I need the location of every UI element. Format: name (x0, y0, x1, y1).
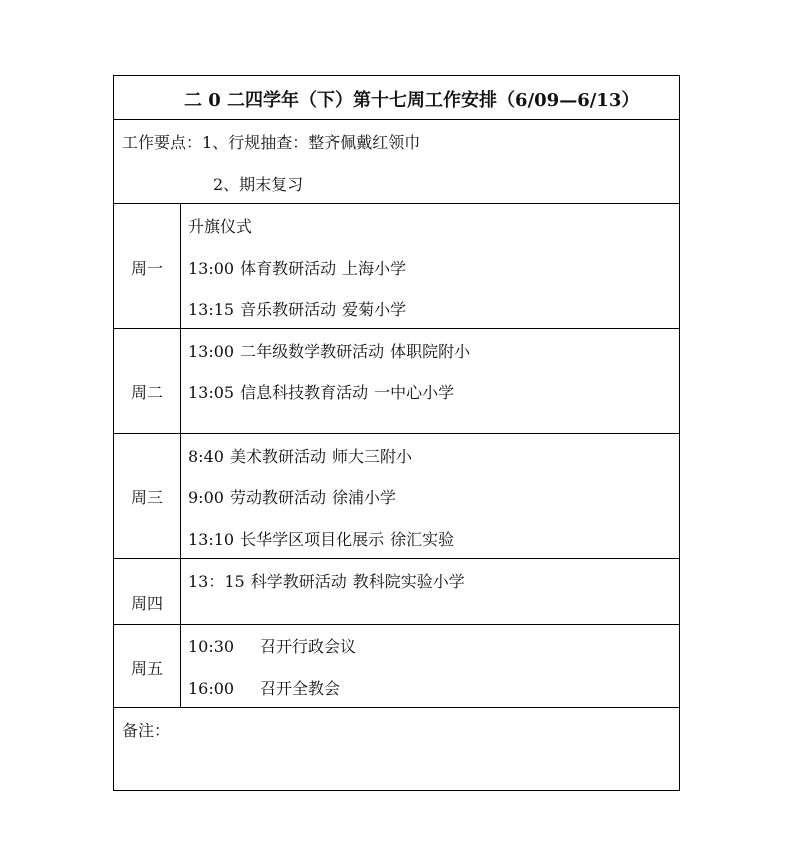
key-point-item: 2、期末复习 (213, 175, 304, 194)
key-point-item: 1、行规抽查：整齐佩戴红领巾 (202, 133, 421, 152)
item-event: 长华学区项目化展示 (240, 530, 385, 549)
day-label: 周四 (130, 594, 163, 613)
item-time: 13:15 (188, 300, 235, 319)
key-points-line-1 (122, 130, 420, 153)
item-time: 13:00 (188, 259, 235, 278)
day-row-monday (114, 203, 679, 328)
schedule-item (188, 676, 340, 699)
day-label: 周二 (130, 383, 163, 402)
item-time: 13:10 (188, 530, 235, 549)
remarks-label: 备注： (122, 721, 171, 740)
page-title: 二 0 二四学年（下）第十七周工作安排（6/09—6/13） (184, 90, 640, 111)
item-place: 徐汇实验 (390, 530, 455, 549)
day-items (181, 204, 679, 328)
item-event: 音乐教研活动 (240, 300, 337, 319)
item-place: 教科院实验小学 (352, 572, 465, 591)
day-label: 周一 (130, 259, 163, 278)
day-cell (114, 559, 181, 624)
schedule-item (188, 297, 406, 320)
title-row (114, 76, 679, 119)
item-place: 上海小学 (342, 259, 407, 278)
day-label: 周五 (130, 659, 163, 678)
schedule-item (188, 444, 412, 467)
item-place: 一中心小学 (374, 383, 455, 402)
key-points-row (114, 119, 679, 203)
item-time: 13:00 (188, 342, 235, 361)
item-place: 徐浦小学 (331, 488, 396, 507)
key-points-label: 工作要点： (122, 133, 203, 152)
day-cell (114, 625, 181, 707)
item-time: 16:00 (188, 679, 235, 698)
day-row-tuesday (114, 328, 679, 433)
item-time: 13：15 (188, 572, 245, 591)
schedule-table (113, 75, 680, 791)
item-time: 9:00 (188, 488, 224, 507)
item-event: 升旗仪式 (188, 217, 253, 236)
schedule-item (188, 485, 396, 508)
item-event: 科学教研活动 (250, 572, 347, 591)
day-row-friday (114, 624, 679, 707)
item-place: 体职院附小 (390, 342, 471, 361)
schedule-item (188, 339, 470, 362)
item-event: 信息科技教育活动 (240, 383, 369, 402)
day-items (181, 329, 679, 433)
day-label: 周三 (130, 488, 163, 507)
remarks-row (114, 707, 679, 790)
item-place: 爱菊小学 (342, 300, 407, 319)
item-event: 劳动教研活动 (229, 488, 326, 507)
day-row-wednesday (114, 433, 679, 558)
day-cell (114, 204, 181, 328)
item-time: 10:30 (188, 637, 235, 656)
day-items (181, 434, 679, 558)
item-place: 师大三附小 (331, 447, 412, 466)
schedule-item (188, 214, 252, 237)
day-cell (114, 434, 181, 558)
schedule-item (188, 527, 454, 550)
item-time: 8:40 (188, 447, 224, 466)
item-event: 美术教研活动 (229, 447, 326, 466)
schedule-item (188, 634, 356, 657)
schedule-item (188, 256, 406, 279)
item-event: 召开行政会议 (260, 637, 357, 656)
schedule-item (188, 380, 454, 403)
day-items (181, 625, 679, 707)
day-row-thursday (114, 558, 679, 624)
day-cell (114, 329, 181, 433)
item-event: 召开全教会 (260, 679, 341, 698)
item-event: 二年级数学教研活动 (240, 342, 385, 361)
item-event: 体育教研活动 (240, 259, 337, 278)
day-items (181, 559, 679, 624)
item-time: 13:05 (188, 383, 235, 402)
schedule-item (188, 569, 465, 592)
